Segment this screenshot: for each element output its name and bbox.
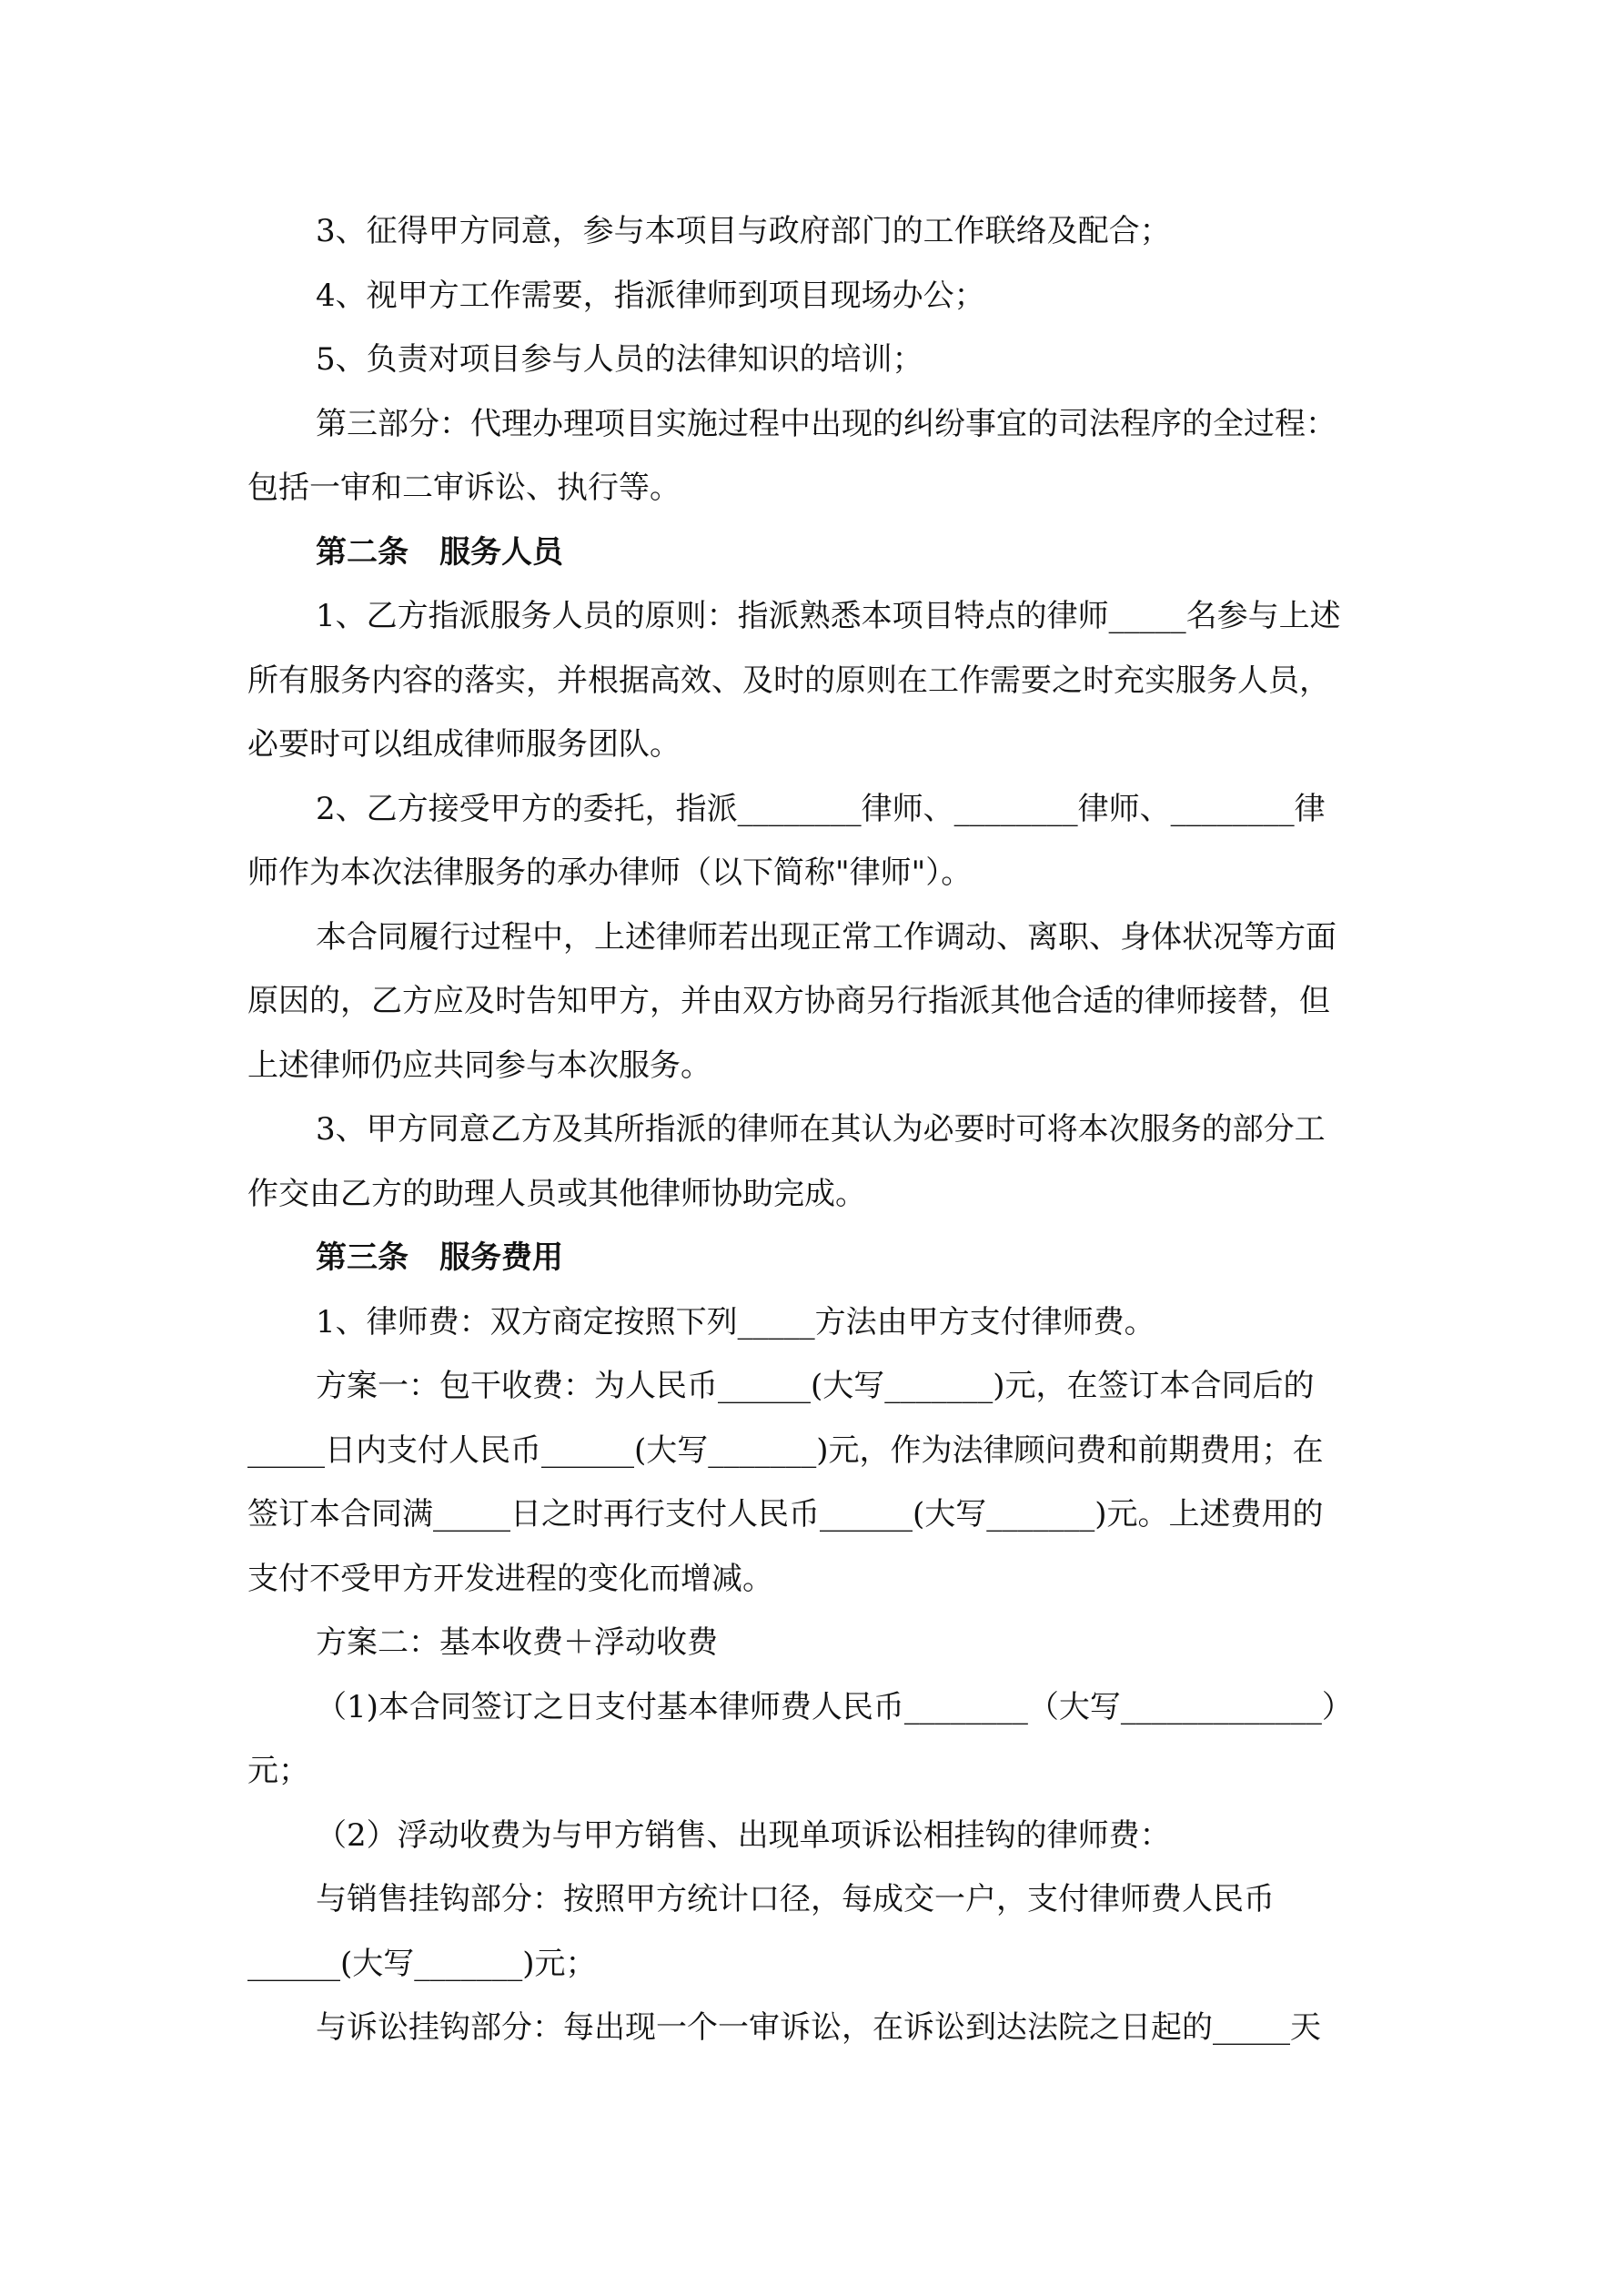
text-line: 支付不受甲方开发进程的变化而增减。 bbox=[247, 1561, 773, 1597]
text-line: （1)本合同签订之日支付基本律师费人民币________（大写_____________） bbox=[316, 1689, 1353, 1725]
text-line: 3、征得甲方同意，参与本项目与政府部门的工作联络及配合； bbox=[316, 213, 1171, 249]
text-line: 方案一：包干收费：为人民币______(大写_______)元，在签订本合同后的 bbox=[316, 1368, 1315, 1404]
text-line: 原因的，乙方应及时告知甲方，并由双方协商另行指派其他合适的律师接替，但 bbox=[247, 983, 1330, 1019]
text-line: 签订本合同满_____日之时再行支付人民币______(大写_______)元。上述费用的 bbox=[247, 1496, 1324, 1532]
text-line: 2、乙方接受甲方的委托，指派________律师、________律师、________律 bbox=[316, 791, 1326, 827]
text-line: 作交由乙方的助理人员或其他律师协助完成。 bbox=[247, 1176, 866, 1212]
text-line: 上述律师仍应共同参与本次服务。 bbox=[247, 1047, 711, 1084]
text-line: 师作为本次法律服务的承办律师（以下简称"律师"）。 bbox=[247, 855, 973, 891]
text-line: （2）浮动收费为与甲方销售、出现单项诉讼相挂钩的律师费： bbox=[316, 1817, 1171, 1854]
text-line: 与诉讼挂钩部分：每出现一个一审诉讼，在诉讼到达法院之日起的_____天 bbox=[316, 2009, 1321, 2046]
text-line: 4、视甲方工作需要，指派律师到项目现场办公； bbox=[316, 278, 985, 314]
text-line: 元； bbox=[247, 1753, 309, 1789]
text-line: 与销售挂钩部分：按照甲方统计口径，每成交一户，支付律师费人民币 bbox=[316, 1881, 1275, 1917]
text-line: 必要时可以组成律师服务团队。 bbox=[247, 726, 681, 763]
text-line: 3、甲方同意乙方及其所指派的律师在其认为必要时可将本次服务的部分工 bbox=[316, 1111, 1326, 1148]
text-line: 本合同履行过程中，上述律师若出现正常工作调动、离职、身体状况等方面 bbox=[316, 919, 1337, 956]
text-line: _____日内支付人民币______(大写_______)元，作为法律顾问费和前期费用；在 bbox=[247, 1432, 1324, 1469]
text-line: 所有服务内容的落实，并根据高效、及时的原则在工作需要之时充实服务人员， bbox=[247, 663, 1330, 699]
text-line: 包括一审和二审诉讼、执行等。 bbox=[247, 470, 681, 506]
text-line: 5、负责对项目参与人员的法律知识的培训； bbox=[316, 341, 923, 378]
text-line: 第三部分：代理办理项目实施过程中出现的纠纷事宜的司法程序的全过程： bbox=[316, 406, 1337, 442]
text-line: 1、律师费：双方商定按照下列_____方法由甲方支付律师费。 bbox=[316, 1304, 1155, 1340]
text-line: 1、乙方指派服务人员的原则：指派熟悉本项目特点的律师_____名参与上述 bbox=[316, 598, 1341, 634]
section-heading: 第三条 服务费用 bbox=[316, 1239, 563, 1276]
section-heading: 第二条 服务人员 bbox=[316, 534, 563, 571]
text-line: 方案二：基本收费＋浮动收费 bbox=[316, 1624, 718, 1661]
text-line: ______(大写_______)元； bbox=[247, 1946, 597, 1982]
